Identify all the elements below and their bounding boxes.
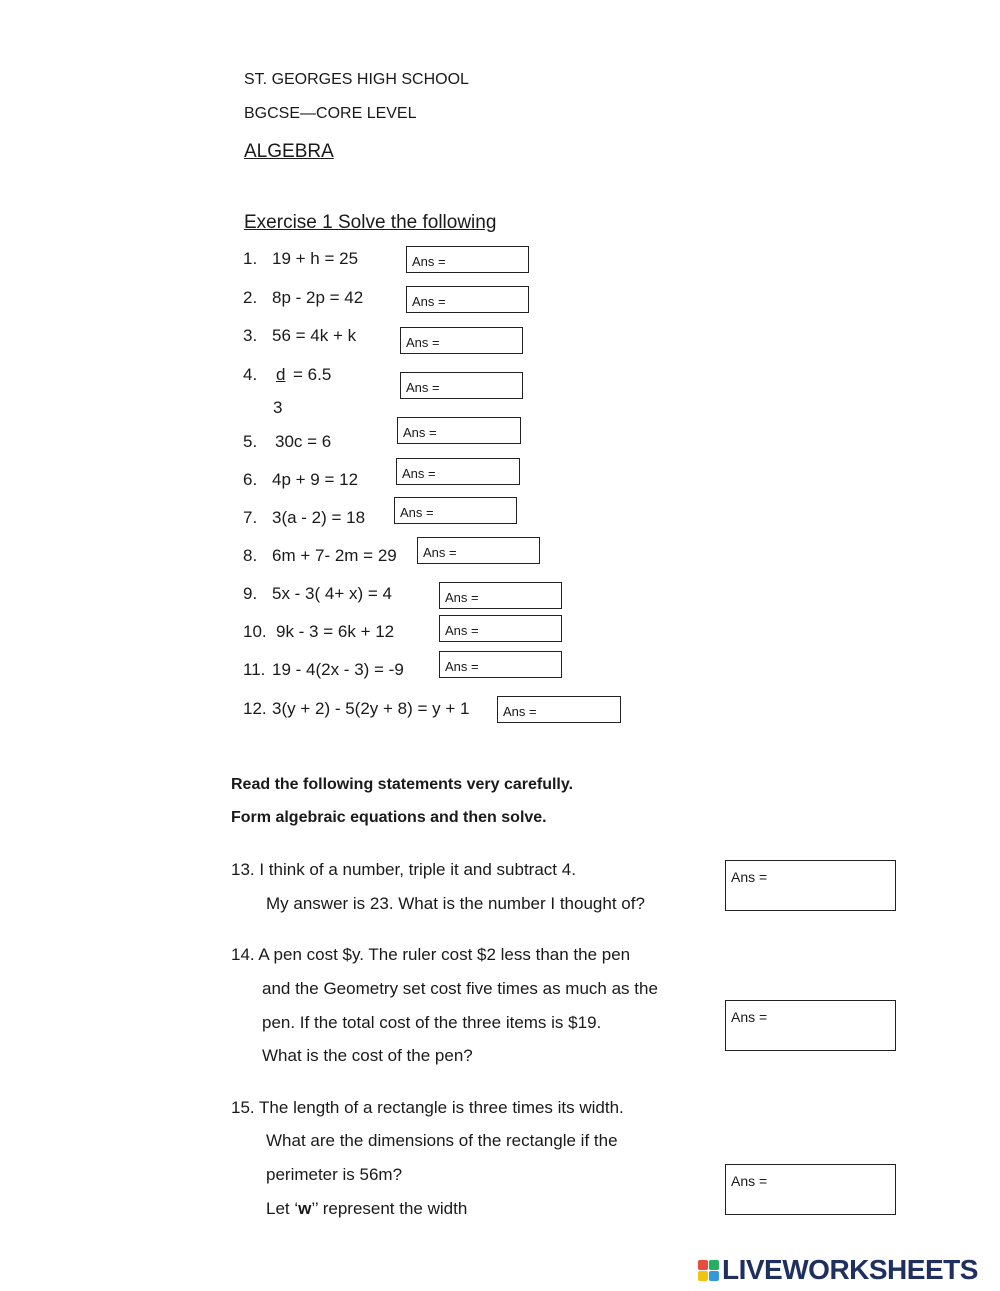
item-number: 1. [243,249,258,268]
problem-text: pen. If the total cost of the three items is $19. [262,1013,602,1032]
problem-text: What is the cost of the pen? [262,1046,473,1065]
answer-input[interactable]: Ans = [725,1000,896,1051]
equation-text: 19 + h = 25 [272,249,359,268]
fraction-numerator: d [276,365,286,384]
answer-input[interactable]: Ans = [394,497,517,524]
variable-w: w [298,1199,312,1218]
equation-text: 6m + 7- 2m = 29 [272,546,397,565]
item-number: 4. [243,365,258,384]
answer-input[interactable]: Ans = [397,417,521,444]
instruction-line-1: Read the following statements very carefully. [231,776,574,793]
problem-text: 14. A pen cost $y. The ruler cost $2 less than the pen [231,945,631,964]
item-number: 9. [243,584,258,603]
logo-square [698,1271,708,1281]
answer-input[interactable]: Ans = [725,860,896,911]
equation-text: 56 = 4k + k [272,326,357,345]
logo-square [698,1260,708,1270]
item-number: 5. [243,432,258,451]
item-number: 7. [243,508,258,527]
answer-input[interactable]: Ans = [400,327,523,354]
exercise-title: Exercise 1 Solve the following [244,212,497,233]
subject-title: ALGEBRA [244,141,334,162]
school-name: ST. GEORGES HIGH SCHOOL [244,71,469,88]
answer-input[interactable]: Ans = [400,372,523,399]
logo-square [709,1271,719,1281]
answer-input[interactable]: Ans = [417,537,540,564]
equation-text: 3(a - 2) = 18 [272,508,366,527]
problem-text: 13. I think of a number, triple it and subtract 4. [231,860,576,879]
answer-input[interactable]: Ans = [406,246,529,273]
answer-input[interactable]: Ans = [439,615,562,642]
course-level: BGCSE—CORE LEVEL [244,105,417,122]
equation-text: 4p + 9 = 12 [272,470,359,489]
answer-input[interactable]: Ans = [439,651,562,678]
item-number: 10. [243,622,267,641]
instruction-line-2: Form algebraic equations and then solve. [231,809,547,826]
item-number: 3. [243,326,258,345]
equation-text: 9k - 3 = 6k + 12 [276,622,395,641]
item-number: 11. [243,660,266,679]
answer-input[interactable]: Ans = [396,458,520,485]
fraction-denominator: 3 [273,398,283,417]
equation-text: 30c = 6 [275,432,332,451]
answer-input[interactable]: Ans = [406,286,529,313]
answer-input[interactable]: Ans = [725,1164,896,1215]
item-number: 6. [243,470,258,489]
problem-text: What are the dimensions of the rectangle if the [266,1131,618,1150]
equation-text: 8p - 2p = 42 [272,288,364,307]
item-number: 12. [243,699,267,718]
problem-text: perimeter is 56m? [266,1165,403,1184]
problem-text [266,1200,467,1217]
item-number: 8. [243,546,258,565]
problem-text: and the Geometry set cost five times as much as the [262,979,658,998]
equation-text: 3(y + 2) - 5(2y + 8) = y + 1 [272,699,470,718]
liveworksheets-logo [698,1254,978,1286]
answer-input[interactable]: Ans = [439,582,562,609]
variable-desc: ’’ represent the width [311,1199,468,1218]
equation-text: 5x - 3( 4+ x) = 4 [272,584,392,603]
answer-input[interactable]: Ans = [497,696,621,723]
problem-text: My answer is 23. What is the number I thought of? [266,894,645,913]
item-number: 2. [243,288,258,307]
logo-square [709,1260,719,1270]
equation-text: 19 - 4(2x - 3) = -9 [272,660,404,679]
logo-text: LIVEWORKSHEETS [722,1254,978,1285]
equation-text: = 6.5 [293,365,332,384]
variable-intro: Let ‘ [266,1199,299,1218]
problem-text: 15. The length of a rectangle is three times its width. [231,1098,624,1117]
logo-mark-icon [698,1260,719,1281]
